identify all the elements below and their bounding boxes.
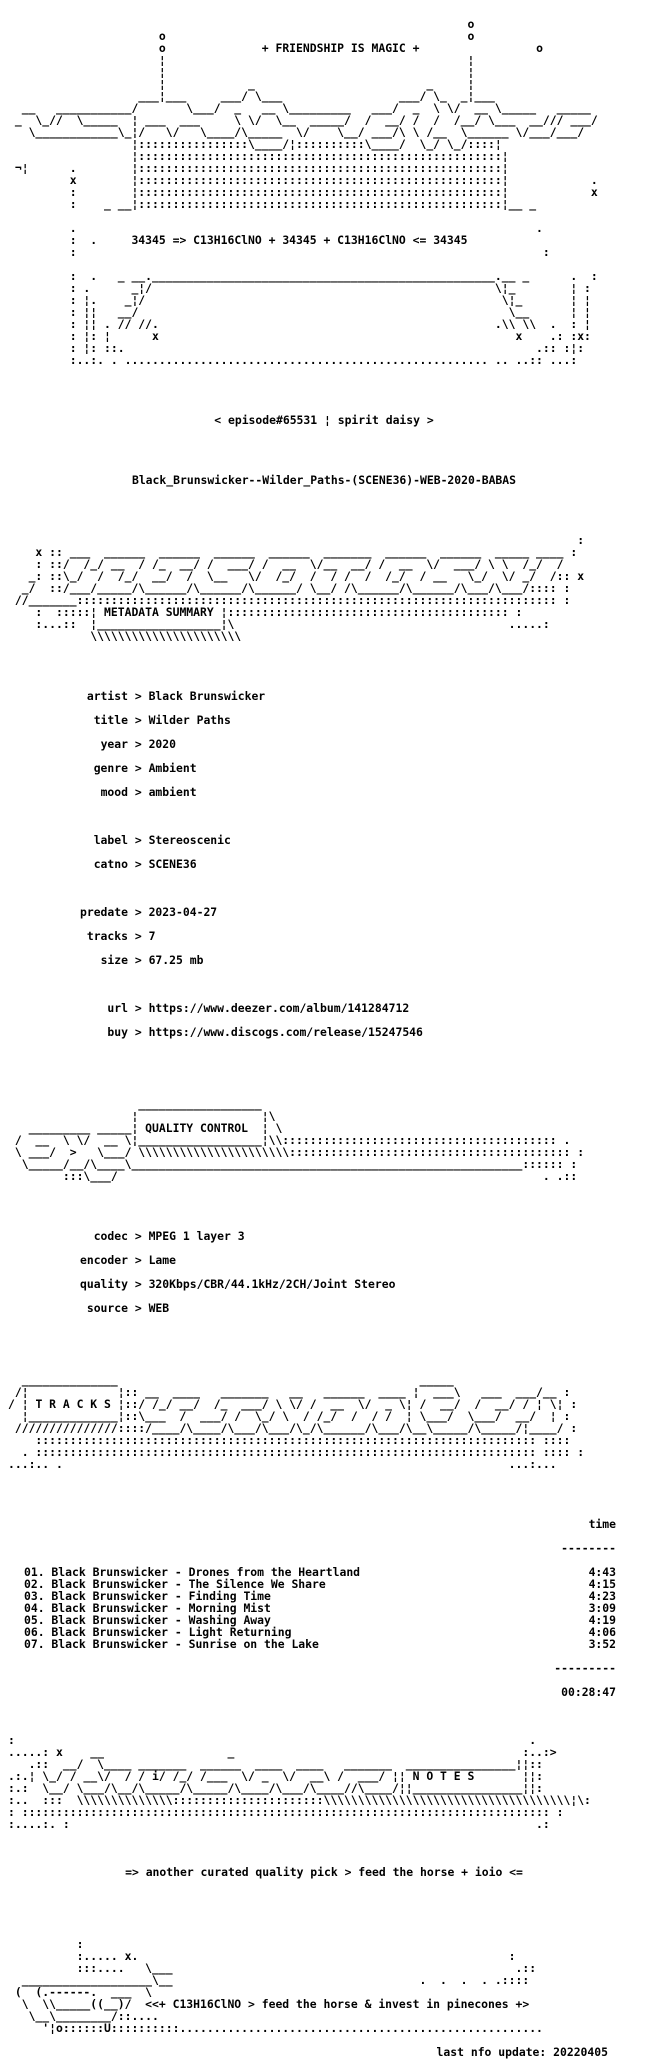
meta-buy[interactable]: buy > https://www.discogs.com/release/15247546 xyxy=(107,1025,423,1039)
track-row xyxy=(24,1626,616,1638)
notes-line: => another curated quality pick > feed the horse + ioio <= xyxy=(125,1865,523,1879)
track-time: 3:52 xyxy=(588,1637,616,1651)
meta-label: label > Stereoscenic xyxy=(93,833,231,847)
banner-title: + FRIENDSHIP IS MAGIC + xyxy=(261,41,420,55)
track-name: 07. Black Brunswicker - Sunrise on the Lake xyxy=(24,1637,319,1651)
quality-quality: quality > 320Kbps/CBR/44.1kHz/2CH/Joint Stereo xyxy=(79,1277,396,1291)
meta-mood: mood > ambient xyxy=(100,785,197,799)
tracks-art: ______________ _____ /¦ ¦:: __ ____ _______ __ ______ ____ ¦ ___\ ___ ___/__ : / ¦ T R A C K S ¦::/ /_/ __/ /_ ___/ \ \/ / __ \/ _ \¦ / __/ / __/ / ¦ \¦ : ¦_____________¦::\___ / ___/ / \_/ \ / /_/ / / / ¦ \___/ \___/ __/ ¦ : ///////////////::::/____/\____/\___/\___/\_/\______/\___/\__\_____/\_____/¦____/ : ::::::::::::::::::::::::::::::::::::::::::::::::::::::::::::::::::::::::: :::: . ::::::::::::::::::::::::::::::::::::::::::::::::::::::::::::::::::::::::: :::: : ...:.. . ...:... xyxy=(8,1373,585,1471)
meta-predate: predate > 2023-04-27 xyxy=(79,905,218,919)
total-time: 00:28:47 xyxy=(561,1685,616,1699)
notes-art: : . .....: x __ _ :..:> .:: __/ \____ _______ ______ ____ ____ _______ ________________¦¦:: .:.¦ \_/ / __\/ / / i/ /_/ /___ \/ _ \/ __\ / ___/ ¦¦ N O T E S ¦¦: :.: \__/ \___/\__/\_____/\_____/\____/\___/\____//\____/¦¦________________¦¦: :.. ::: \\\\\\\\\\\\\\::::::::::::::::::::::\\\\\\\\\\\\\\\\\\\\\\\\\\\\\\\\\\\\¦\: : ::::::::::::::::::::::::::::::::::::::::::::::::::::::::::::::::::::::::::::: : :....:. : .: xyxy=(8,1733,591,1831)
tracks-header: T R A C K S xyxy=(35,1397,111,1411)
track-name: 03. Black Brunswicker - Finding Time xyxy=(24,1589,271,1603)
quality-encoder: encoder > Lame xyxy=(79,1253,177,1267)
total-rule: --------- xyxy=(554,1661,616,1675)
formula-row: . . : . 34345 => C13H16ClNO + 34345 + C13H16ClNO <= 34345 : : xyxy=(69,221,550,259)
track-row xyxy=(24,1602,616,1614)
quality-art: __________________ ¦ ¦\ _________ _____¦ QUALITY CONTROL ¦ \ / __ \ \/ __ \¦__________________¦\\:::::::::::::::::::::::::::::::::::::::: . \ ___/ > \___/ \\\\\\\\\\\\\\\\\\\\\\::::::::::::::::::::::::::::::::::::::::: : \_____/__/\____\_________________________________________________________:::::: : :::\___/ . .:: xyxy=(14,1097,585,1183)
quality-block xyxy=(8,1218,640,1326)
meta-tracks: tracks > 7 xyxy=(86,929,156,943)
track-name: 01. Black Brunswicker - Drones from the Heartland xyxy=(24,1565,361,1579)
track-row xyxy=(24,1614,616,1626)
metadata-art: : x :: ___ ______ ______ ______ ______ _______ ______ ______ _____ ____ : : ::/ /_/ __ / /_ __/ / ___/ / __ \/__ __/ / __ \/ ___/ \ \ /_/ / _: ::\_/ / /_/ __/ / \__ \/ /_/ / / / / /_/ / __ \_/ \/ _/ /:: x _/ ::/___/_____/\______/\______/\______/ \__/ /\______/\______/\___/\___/:::: : //_______:::::::::::::::::::::::::::::::::::::::::::::::::::::::::::::::::::::: : : :::::¦ METADATA SUMMARY ¦::::::::::::::::::::::::::::::::::::::::: : :...:: ¦__________________¦\ .....: \\\\\\\\\\\\\\\\\\\\\\ xyxy=(14,533,585,643)
metadata-block xyxy=(8,678,640,1050)
track-name: 06. Black Brunswicker - Light Returning xyxy=(24,1625,292,1639)
metadata-header: METADATA SUMMARY xyxy=(104,605,214,619)
nfo-document xyxy=(8,6,640,2070)
track-time: 4:43 xyxy=(588,1565,616,1579)
track-row xyxy=(24,1638,616,1650)
last-update: last nfo update: 20220405 xyxy=(436,2045,608,2059)
track-name: 04. Black Brunswicker - Morning Mist xyxy=(24,1601,271,1615)
footer-line: <<+ C13H16ClNO > feed the horse & invest in pinecones +> xyxy=(145,1997,530,2011)
quality-header: QUALITY CONTROL xyxy=(145,1121,249,1135)
formula-line: 34345 => C13H16ClNO + 34345 + C13H16ClNO <= 34345 xyxy=(131,233,468,247)
track-row xyxy=(24,1578,616,1590)
track-time: 4:23 xyxy=(588,1589,616,1603)
tracklist xyxy=(8,1566,640,1650)
track-time: 4:15 xyxy=(588,1577,616,1591)
meta-size: size > 67.25 mb xyxy=(100,953,204,967)
track-name: 05. Black Brunswicker - Washing Away xyxy=(24,1613,271,1627)
meta-title: title > Wilder Paths xyxy=(93,713,231,727)
track-row xyxy=(24,1590,616,1602)
meta-year: year > 2020 xyxy=(100,737,177,751)
meta-url[interactable]: url > https://www.deezer.com/album/141284712 xyxy=(107,1001,410,1015)
track-name: 02. Black Brunswicker - The Silence We Share xyxy=(24,1577,326,1591)
header-art-bottom: : . _ __.__________________________________________________.__ _ . : : . _¦/ \¦_ ¦ : : ¦. _¦/ \¦_ ¦ ¦ : ¦¦ __/ \__ ¦ ¦ : ¦¦ . // //. .\\ \\ . : ¦ : ¦: ¦ x x .: :x: : ¦: ::. .:: :¦: :..:. . ..................................................... .. ..:: ...: xyxy=(69,269,598,367)
footer-art: : :..... x. : :::.... \___ .:: ___________________\__ . . . . .:::: ( (.------. ___ \ \ \\_____((__)/ <<+ C13H16ClNO > feed the horse & invest in pinecones +> \__\________/::.... '¦o::::::U::::::::::..................................................... xyxy=(14,1937,543,2035)
header-art-top: o o o o + FRIENDSHIP IS MAGIC + o ¦ ¦ ¦ ¦ ¦ _ _ ¦ ___¦___ ___/ \___ ___/ \_ _¦___ __ ___________/ \___/ _ __ \_________ ___/ _ \ \/ __ \_____ _____ _ \_// \_____ ¦ ___ ___ \ \/ \__ _____/ / __/ / / /__/ \___ __/// ___/ \____________\_¦/ \/ \____/\_____ \/ \__/ ___/\ \ /__ \______ \/___/___/ ¦::::::::::::::::\____/¦::::::::::\____/ \_/ \_/::::¦ ¦:::::::::::::::::::::::::::::::::::::::::::::::::::::¦ ¬¦ . ¦:::::::::::::::::::::::::::::::::::::::::::::::::::::¦ x ¦:::::::::::::::::::::::::::::::::::::::::::::::::::::¦ . : ¦:::::::::::::::::::::::::::::::::::::::::::::::::::::¦ x : _ __¦:::::::::::::::::::::::::::::::::::::::::::::::::::::¦__ _ xyxy=(14,17,598,211)
notes-header: N O T E S xyxy=(412,1769,475,1783)
episode-line: < episode#65531 ¦ spirit daisy > xyxy=(214,413,434,427)
track-time: 3:09 xyxy=(588,1601,616,1615)
quality-codec: codec > MPEG 1 layer 3 xyxy=(93,1229,245,1243)
time-rule: -------- xyxy=(561,1541,616,1555)
meta-artist: artist > Black Brunswicker xyxy=(86,689,266,703)
track-time: 4:19 xyxy=(588,1613,616,1627)
track-time: 4:06 xyxy=(588,1625,616,1639)
quality-source: source > WEB xyxy=(86,1301,170,1315)
meta-catno: catno > SCENE36 xyxy=(93,857,197,871)
release-name: Black_Brunswicker--Wilder_Paths-(SCENE36)-WEB-2020-BABAS xyxy=(131,473,517,487)
time-header: time xyxy=(588,1517,616,1531)
meta-genre: genre > Ambient xyxy=(93,761,197,775)
